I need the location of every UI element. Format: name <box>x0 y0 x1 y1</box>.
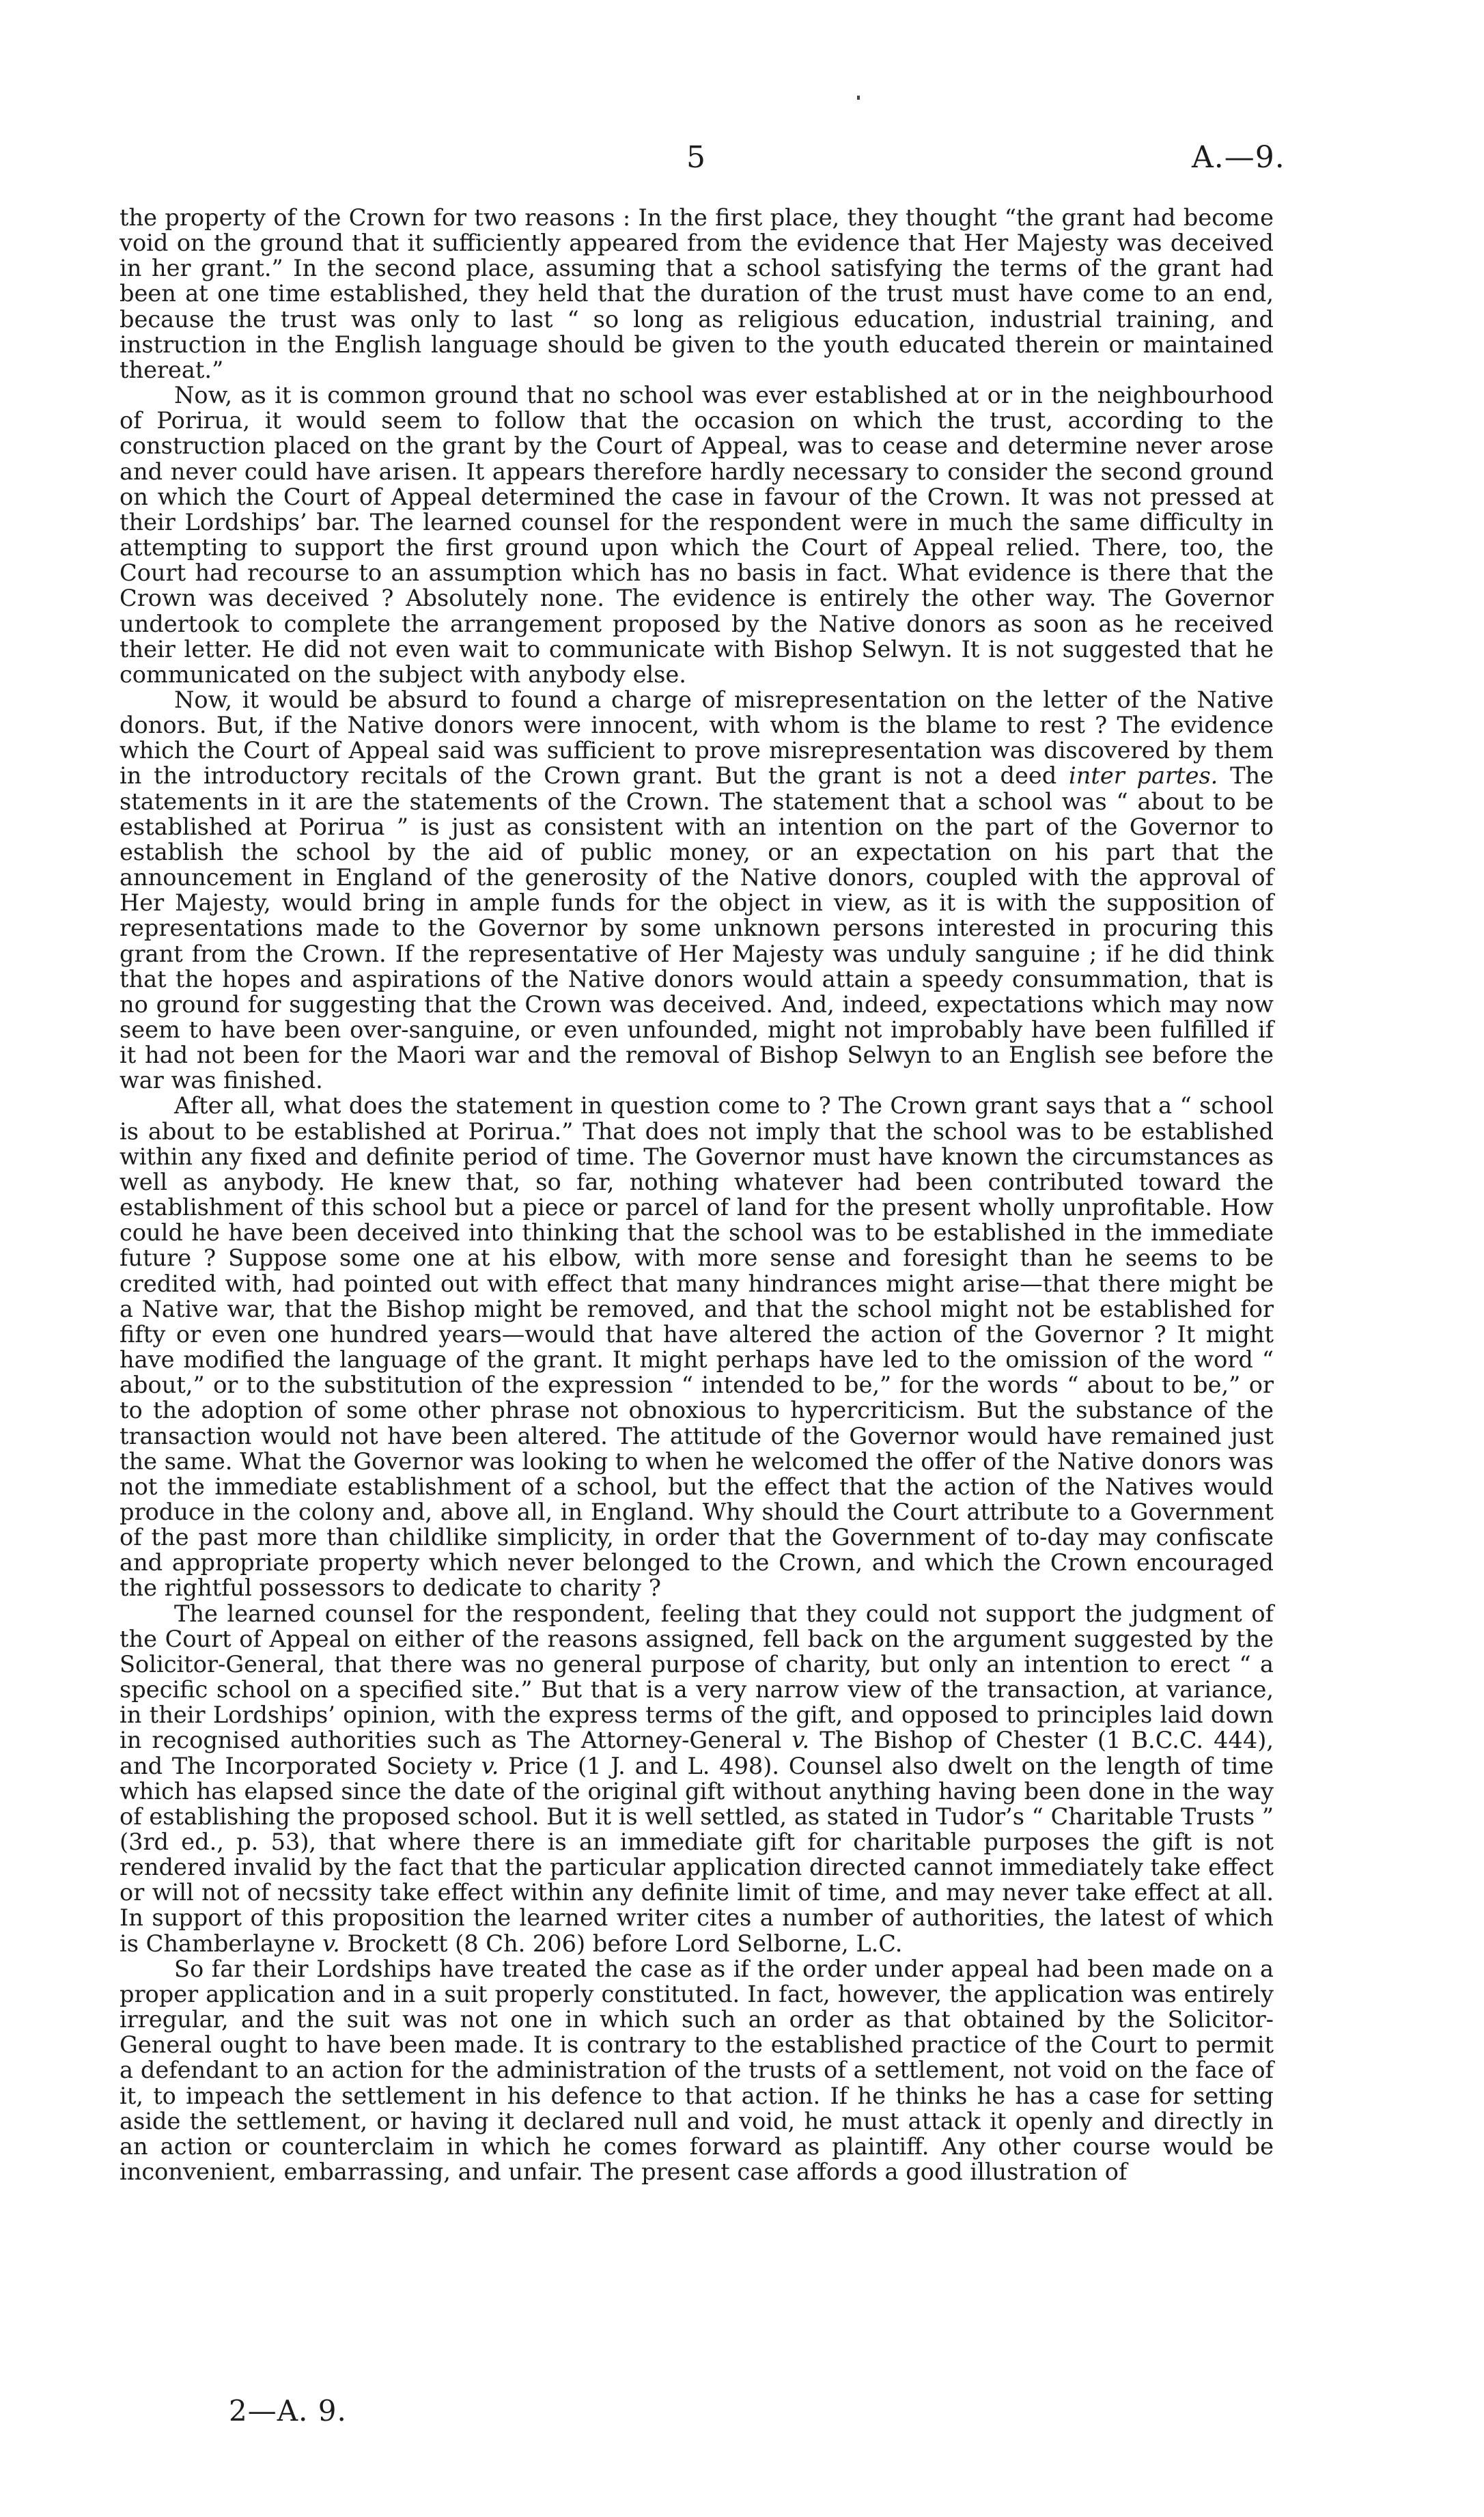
italic-text-run: v. <box>792 1727 810 1754</box>
paragraph <box>120 1093 1274 1600</box>
paragraph <box>120 383 1274 687</box>
document-reference: A.—9. <box>1192 140 1285 175</box>
signature-mark: 2—A. 9. <box>229 2394 347 2428</box>
text-run: The statements in it are the statements of the Crown. The statement that a school was “ about to be established at Porirua ” is just as consistent with an intention on the part of the Governor to establish the school by the aid of public money, or an expectation on his part that the announcement in England of the generosity of the Native donors, coupled with the approval of Her Majesty, would bring in ample funds for the object in view, as it is with the supposition of representations made to the Governor by some unknown persons interested in procuring this grant from the Crown. If the representative of Her Majesty was unduly sanguine ; if he did think that the hopes and aspirations of the Native donors would attain a speedy consummation, that is no ground for suggesting that the Crown was deceived. And, indeed, expectations which may now seem to have been over-sanguine, or even unfounded, might not improbably have been fulfilled if it had not been for the Maori war and the removal of Bishop Selwyn to an English see before the war was finished. <box>120 762 1274 1094</box>
text-run: the property of the Crown for two reasons : In the first place, they thought “the grant had become void on the ground that it sufficiently appeared from the evidence that Her Majesty was deceived in her grant.” In the second place, assuming that a school satisfying the terms of the grant had been at one time established, they held that the duration of the trust must have come to an end, because the trust was only to last “ so long as religious education, industrial training, and instruction in the English language should be given to the youth educated therein or maintained thereat.” <box>120 204 1274 383</box>
body-text <box>120 205 1274 2184</box>
italic-text-run: v. <box>322 1930 340 1957</box>
italic-text-run: v. <box>481 1752 499 1779</box>
text-run: So far their Lordships have treated the case as if the order under appeal had been made on a proper application and in a suit properly constituted. In fact, however, the application was entirely irregular, and the suit was not one in which such an order as that obtained by the Solicitor-General ought to have been made. It is contrary to the established practice of the Court to permit a defendant to an action for the administration of the trusts of a settlement, not void on the face of it, to impeach the settlement in his defence to that action. If he thinks he has a case for setting aside the settlement, or having it declared null and void, he must attack it openly and directly in an action or counterclaim in which he comes forward as plaintiff. Any other course would be inconvenient, embarrassing, and unfair. The present case affords a good illustration of <box>120 1955 1274 2186</box>
page-number: 5 <box>686 140 705 175</box>
italic-text-run: inter partes. <box>1069 762 1218 790</box>
page-header <box>0 140 1484 181</box>
text-run: The Bishop of Chester (1 B.C.C. 444), and The Incorporated Society <box>120 1727 1274 1779</box>
text-run: After all, what does the statement in question come to ? The Crown grant says that a “ school is about to be established at Porirua.” That does not imply that the school was to be established within any fixed and definite period of time. The Governor must have known the circumstances as well as anybody. He knew that, so far, nothing whatever had been contributed toward the establishment of this school but a piece or parcel of land for the present wholly unprofitable. How could he have been deceived into thinking that the school was to be established in the immediate future ? Suppose some one at his elbow, with more sense and foresight than he seems to be credited with, had pointed out with effect that many hindrances might arise—that there might be a Native war, that the Bishop might be removed, and that the school might not be established for fifty or even one hundred years—would that have altered the action of the Governor ? It might have modified the language of the grant. It might perhaps have led to the omission of the word “ about,” or to the substitution of the expression “ intended to be,” for the words “ about to be,” or to the adoption of some other phrase not obnoxious to hypercriticism. But the substance of the transaction would not have been altered. The attitude of the Governor would have remained just the same. What the Governor was looking to when he welcomed the offer of the Native donors was not the immediate establishment of a school, but the effect that the action of the Natives would produce in the colony and, above all, in England. Why should the Court attribute to a Government of the past more than childlike simplicity, in order that the Government of to-day may confiscate and appropriate property which never belonged to the Crown, and which the Crown encouraged the rightful possessors to dedicate to charity ? <box>120 1092 1274 1602</box>
paragraph <box>120 687 1274 1094</box>
text-run: The learned counsel for the respondent, feeling that they could not support the judgment of the Court of Appeal on either of the reasons assigned, fell back on the argument suggested by the Solicitor-General, that there was no general purpose of charity, but only an intention to erect “ a specific school on a specified site.” But that is a very narrow view of the transaction, at variance, in their Lordships’ opinion, with the express terms of the gift, and opposed to principles laid down in recognised authorities such as The Attorney-General <box>120 1600 1274 1754</box>
paragraph <box>120 1601 1274 1956</box>
text-run: Brockett (8 Ch. 206) before Lord Selborne, L.C. <box>339 1930 903 1957</box>
text-run: Now, as it is common ground that no school was ever established at or in the neighbourhood of Porirua, it would seem to follow that the occasion on which the trust, according to the construction placed on the grant by the Court of Appeal, was to cease and determine never arose and never could have arisen. It appears therefore hardly necessary to consider the second ground on which the Court of Appeal determined the case in favour of the Crown. It was not pressed at their Lordships’ bar. The learned counsel for the respondent were in much the same difficulty in attempting to support the first ground upon which the Court of Appeal relied. There, too, the Court had recourse to an assumption which has no basis in fact. What evidence is there that the Crown was deceived ? Absolutely none. The evidence is entirely the other way. The Governor undertook to complete the arrangement proposed by the Native donors as soon as he received their letter. He did not even wait to communicate with Bishop Selwyn. It is not suggested that he communicated on the subject with anybody else. <box>120 382 1274 688</box>
text-run: Now, it would be absurd to found a charge of misrepresentation on the letter of the Native donors. But, if the Native donors were innocent, with whom is the blame to rest ? The evidence which the Court of Appeal said was sufficient to prove misrepresentation was discovered by them in the introductory recitals of the Crown grant. But the grant is not a deed <box>120 686 1274 790</box>
text-run: Price (1 J. and L. 498). Counsel also dwelt on the length of time which has elapsed since the date of the original gift without anything having been done in the way of establishing the proposed school. But it is well settled, as stated in Tudor’s “ Charitable Trusts ” (3rd ed., p. 53), that where there is an immediate gift for charitable purposes the gift is not rendered invalid by the fact that the particular application directed cannot immediately take effect or will not of necssity take effect within any definite limit of time, and may never take effect at all. In support of this proposition the learned writer cites a number of authorities, the latest of which is Chamberlayne <box>120 1752 1274 1957</box>
paragraph <box>120 1956 1274 2184</box>
paragraph <box>120 205 1274 383</box>
print-speck <box>857 96 860 100</box>
